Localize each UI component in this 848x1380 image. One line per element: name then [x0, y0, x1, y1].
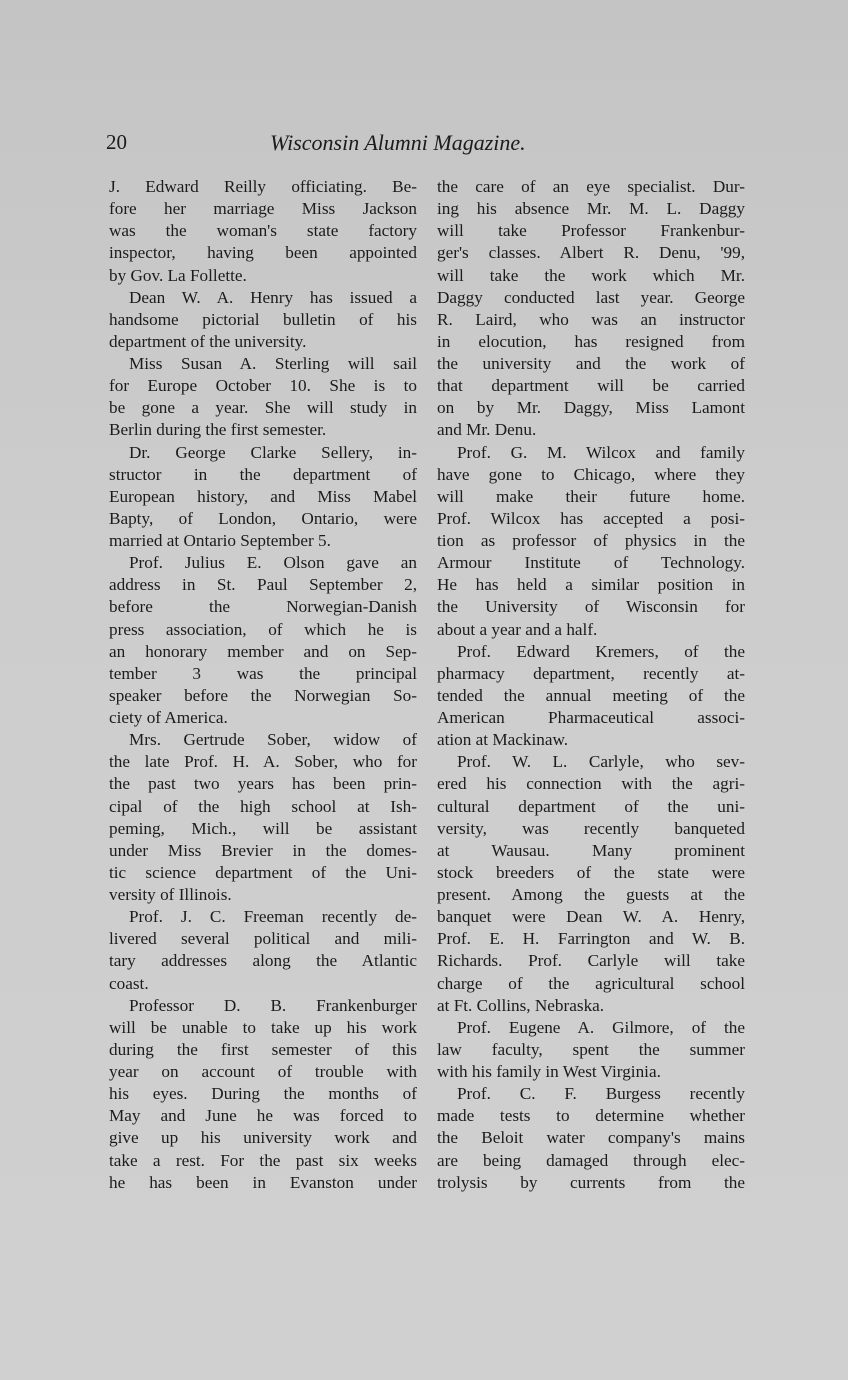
article-line: have gone to Chicago, where they [437, 464, 745, 484]
article-line: take a rest. For the past six weeks [109, 1150, 417, 1170]
article-line: under Miss Brevier in the domes- [109, 840, 417, 860]
right-column [437, 176, 745, 1194]
article-line: Richards. Prof. Carlyle will take [437, 951, 745, 971]
article-line: American Pharmaceutical associ- [437, 708, 745, 727]
article-line: cultural department of the uni- [437, 796, 745, 816]
article-line: Dean W. A. Henry has issued a [129, 287, 417, 307]
article-line: versity, was recently banqueted [437, 818, 745, 838]
article-line: Prof. Edward Kremers, of the [457, 641, 745, 661]
article-line: European history, and Miss Mabel [109, 486, 417, 506]
article-line: ger's classes. Albert R. Denu, '99, [437, 243, 745, 263]
article-line: will take Professor Frankenbur- [437, 221, 745, 241]
article-line: banquet were Dean W. A. Henry, [437, 907, 745, 927]
article-line: the university and the work of [437, 354, 745, 373]
article-line: he has been in Evanston under [109, 1172, 417, 1192]
article-line: tion as professor of physics in the [437, 531, 745, 550]
article-line: cipal of the high school at Ish- [109, 796, 417, 816]
article-line: before the Norwegian-Danish [109, 597, 417, 617]
article-line: Daggy conducted last year. George [437, 287, 745, 307]
article-line: He has held a similar position in [437, 575, 745, 595]
article-line: Armour Institute of Technology. [437, 553, 745, 573]
article-line: charge of the agricultural school [437, 973, 745, 993]
article-line: J. Edward Reilly officiating. Be- [109, 177, 417, 196]
article-line: Prof. J. C. Freeman recently de- [129, 907, 417, 927]
article-line: law faculty, spent the summer [437, 1039, 745, 1059]
article-line: pharmacy department, recently at- [437, 663, 745, 683]
article-line: his eyes. During the months of [109, 1084, 417, 1104]
article-line: year on account of trouble with [109, 1062, 417, 1081]
article-line: Prof. C. F. Burgess recently [457, 1084, 745, 1104]
article-line: Prof. Wilcox has accepted a posi- [437, 508, 745, 528]
article-line: R. Laird, who was an instructor [437, 309, 745, 329]
article-line: Prof. W. L. Carlyle, who sev- [457, 752, 745, 772]
article-line: will be unable to take up his work [109, 1017, 417, 1037]
article-line: about a year and a half. [437, 619, 598, 639]
article-line: structor in the department of [109, 464, 417, 484]
article-line: the University of Wisconsin for [437, 597, 745, 617]
article-line: speaker before the Norwegian So- [109, 685, 417, 705]
article-line: Prof. Eugene A. Gilmore, of the [457, 1017, 745, 1037]
article-line: Prof. E. H. Farrington and W. B. [437, 929, 745, 949]
article-line: handsome pictorial bulletin of his [109, 309, 417, 329]
article-line: was the woman's state factory [109, 221, 417, 241]
article-line: Mrs. Gertrude Sober, widow of [129, 730, 417, 750]
article-line: will take the work which Mr. [437, 265, 745, 285]
article-line: inspector, having been appointed [109, 243, 417, 263]
page-header [106, 130, 576, 160]
article-line: Miss Susan A. Sterling will sail [129, 354, 417, 373]
article-line: at Wausau. Many prominent [437, 840, 745, 860]
article-line: ered his connection with the agri- [437, 774, 745, 794]
article-line: that department will be carried [437, 376, 745, 396]
article-line: Professor D. B. Frankenburger [129, 995, 417, 1015]
article-line: livered several political and mili- [109, 929, 417, 949]
article-line: an honorary member and on Sep- [109, 641, 417, 661]
article-line: present. Among the guests at the [437, 885, 745, 904]
article-line: ation at Mackinaw. [437, 730, 569, 750]
article-line: stock breeders of the state were [437, 862, 745, 882]
article-line: be gone a year. She will study in [109, 398, 417, 418]
article-line: tended the annual meeting of the [437, 685, 745, 705]
article-line: coast. [109, 973, 149, 993]
article-line: are being damaged through elec- [437, 1150, 745, 1170]
article-line: versity of Illinois. [109, 885, 232, 904]
article-line: by Gov. La Follette. [109, 265, 247, 285]
article-line: tember 3 was the principal [109, 663, 417, 683]
article-line: in elocution, has resigned from [437, 331, 745, 351]
article-line: May and June he was forced to [109, 1106, 417, 1126]
article-line: fore her marriage Miss Jackson [109, 199, 417, 219]
article-line: Berlin during the first semester. [109, 420, 327, 440]
article-line: married at Ontario September 5. [109, 531, 331, 550]
left-column [109, 176, 417, 1194]
article-line: the past two years has been prin- [109, 774, 417, 794]
article-line: the Beloit water company's mains [437, 1128, 745, 1148]
article-line: trolysis by currents from the [437, 1172, 745, 1192]
article-line: tary addresses along the Atlantic [109, 951, 417, 971]
article-line: the care of an eye specialist. Dur- [437, 177, 745, 196]
article-line: Dr. George Clarke Sellery, in- [129, 442, 417, 462]
article-line: ciety of America. [109, 708, 228, 727]
article-line: during the first semester of this [109, 1039, 417, 1059]
article-line: Prof. G. M. Wilcox and family [457, 442, 745, 462]
article-line: and Mr. Denu. [437, 420, 537, 440]
article-line: address in St. Paul September 2, [109, 575, 417, 595]
article-line: for Europe October 10. She is to [109, 376, 417, 396]
article-line: peming, Mich., will be assistant [109, 818, 417, 838]
article-line: at Ft. Collins, Nebraska. [437, 995, 605, 1015]
article-line: press association, of which he is [109, 619, 417, 639]
article-line: on by Mr. Daggy, Miss Lamont [437, 398, 745, 418]
article-line: the late Prof. H. A. Sober, who for [109, 752, 417, 772]
article-line: made tests to determine whether [437, 1106, 745, 1126]
article-line: Bapty, of London, Ontario, were [109, 508, 417, 528]
page-number: 20 [106, 130, 127, 154]
article-line: ing his absence Mr. M. L. Daggy [437, 199, 745, 219]
article-line: with his family in West Virginia. [437, 1062, 661, 1081]
article-line: will make their future home. [437, 486, 745, 506]
article-line: give up his university work and [109, 1128, 417, 1148]
article-line: tic science department of the Uni- [109, 862, 417, 882]
running-title: Wisconsin Alumni Magazine. [270, 130, 526, 155]
article-line: Prof. Julius E. Olson gave an [129, 553, 417, 573]
article-line: department of the university. [109, 331, 307, 351]
